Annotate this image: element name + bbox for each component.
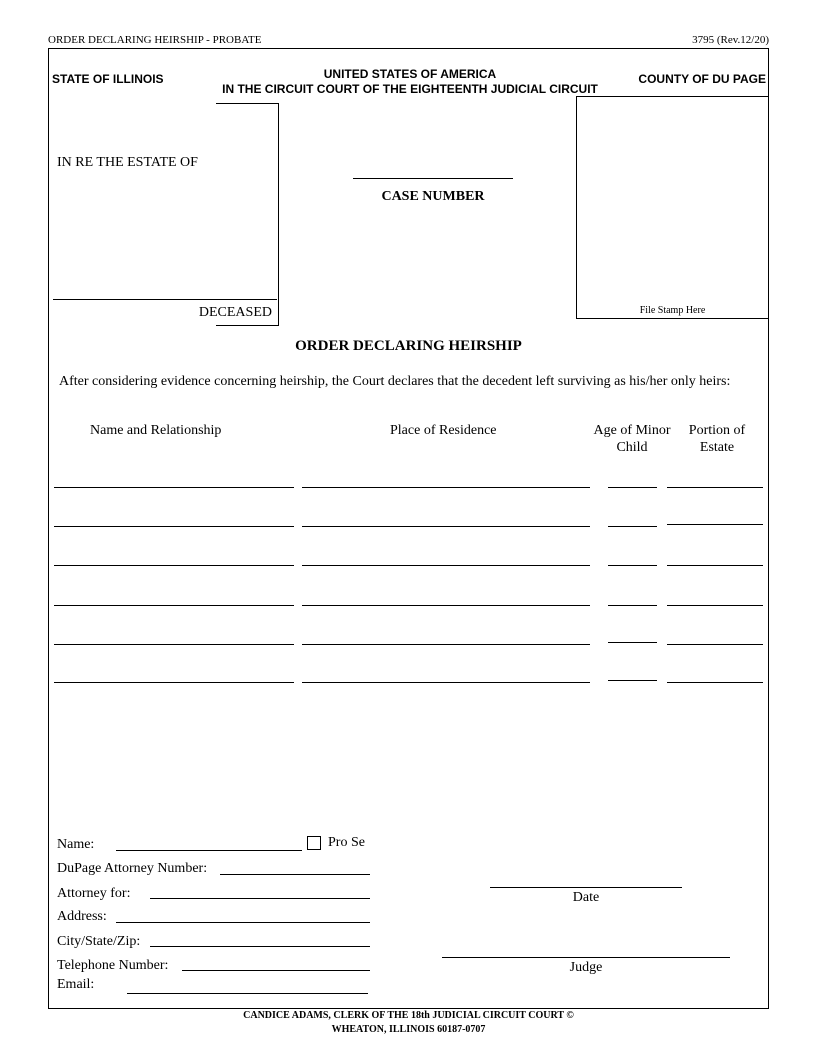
heir-age-line[interactable]: [608, 565, 657, 566]
order-title: ORDER DECLARING HEIRSHIP: [295, 338, 522, 354]
heir-portion-line[interactable]: [667, 565, 763, 566]
col-portion-estate: Estate: [699, 440, 735, 455]
heir-age-line[interactable]: [608, 487, 657, 488]
city-state-zip-label: City/State/Zip:: [57, 934, 141, 949]
caption-bracket-bottom: [216, 325, 279, 326]
header-divider: [48, 48, 769, 49]
date-label: Date: [572, 890, 600, 905]
decedent-name-line[interactable]: [53, 299, 277, 300]
heir-age-line[interactable]: [608, 605, 657, 606]
date-line[interactable]: [490, 887, 682, 888]
caption-bracket-side: [278, 103, 279, 325]
email-field[interactable]: [127, 993, 368, 994]
judge-label: Judge: [569, 960, 603, 975]
pro-se-label: Pro Se: [328, 835, 365, 850]
state-label: STATE OF ILLINOIS: [52, 72, 164, 86]
address-field[interactable]: [116, 922, 370, 923]
heir-name-line[interactable]: [54, 605, 294, 606]
dupage-attorney-number-field[interactable]: [220, 874, 370, 875]
county-label: COUNTY OF DU PAGE: [638, 72, 766, 86]
frame-bottom: [48, 1008, 769, 1009]
email-label: Email:: [57, 977, 95, 992]
case-number-label: CASE NUMBER: [381, 189, 485, 204]
heir-residence-line[interactable]: [302, 526, 590, 527]
country-label: UNITED STATES OF AMERICA: [323, 67, 497, 81]
heir-portion-line[interactable]: [667, 524, 763, 525]
address-label: Address:: [57, 909, 107, 924]
heir-name-line[interactable]: [54, 644, 294, 645]
heir-portion-line[interactable]: [667, 605, 763, 606]
declaration-text: After considering evidence concerning heirship, the Court declares that the decedent left surviving as his/her only heirs:: [59, 374, 731, 389]
heir-age-line[interactable]: [608, 526, 657, 527]
form-number: 3795 (Rev.12/20): [692, 34, 769, 46]
heir-portion-line[interactable]: [667, 487, 763, 488]
footer-address: WHEATON, ILLINOIS 60187-0707: [331, 1024, 486, 1035]
footer-clerk: CANDICE ADAMS, CLERK OF THE 18th JUDICIAL CIRCUIT COURT ©: [243, 1010, 574, 1021]
file-stamp-label: File Stamp Here: [639, 305, 706, 316]
telephone-label: Telephone Number:: [57, 958, 169, 973]
deceased-label: DECEASED: [198, 305, 272, 320]
heir-residence-line[interactable]: [302, 487, 590, 488]
name-label: Name:: [57, 837, 95, 852]
col-place-of-residence: Place of Residence: [390, 423, 497, 438]
heir-residence-line[interactable]: [302, 605, 590, 606]
name-field[interactable]: [116, 850, 302, 851]
frame-left: [48, 48, 49, 1008]
col-age-minor: Age of Minor: [593, 423, 671, 438]
caption-bracket-top: [216, 103, 279, 104]
telephone-field[interactable]: [182, 970, 370, 971]
form-title: ORDER DECLARING HEIRSHIP - PROBATE: [48, 34, 262, 46]
heir-age-line[interactable]: [608, 680, 657, 681]
pro-se-checkbox[interactable]: [307, 836, 321, 850]
heir-residence-line[interactable]: [302, 565, 590, 566]
case-number-line[interactable]: [353, 178, 513, 179]
col-name-relationship: Name and Relationship: [90, 423, 222, 438]
judge-signature-line[interactable]: [442, 957, 730, 958]
heir-name-line[interactable]: [54, 487, 294, 488]
heir-name-line[interactable]: [54, 526, 294, 527]
col-age-child: Child: [616, 440, 648, 455]
city-state-zip-field[interactable]: [150, 946, 370, 947]
heir-age-line[interactable]: [608, 642, 657, 643]
heir-residence-line[interactable]: [302, 644, 590, 645]
heir-residence-line[interactable]: [302, 682, 590, 683]
heir-name-line[interactable]: [54, 682, 294, 683]
heir-portion-line[interactable]: [667, 682, 763, 683]
in-re-estate-label: IN RE THE ESTATE OF: [57, 155, 198, 170]
dupage-attorney-number-label: DuPage Attorney Number:: [57, 861, 208, 876]
attorney-for-label: Attorney for:: [57, 886, 131, 901]
file-stamp-box: [576, 96, 769, 319]
attorney-for-field[interactable]: [150, 898, 370, 899]
col-portion-of: Portion of: [688, 423, 746, 438]
heir-name-line[interactable]: [54, 565, 294, 566]
court-label: IN THE CIRCUIT COURT OF THE EIGHTEENTH JUDICIAL CIRCUIT: [222, 82, 598, 96]
heir-portion-line[interactable]: [667, 644, 763, 645]
